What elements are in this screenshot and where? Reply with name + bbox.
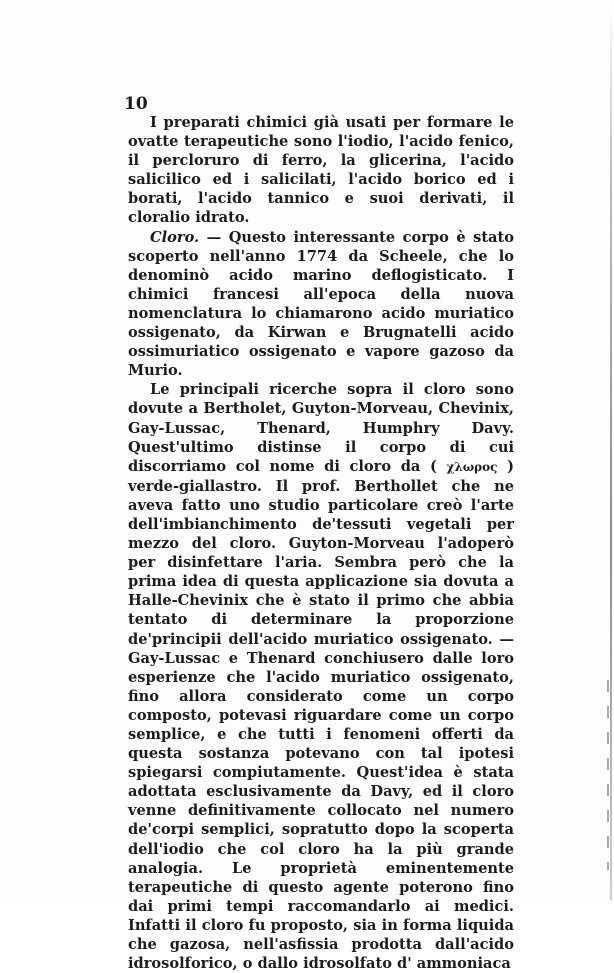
paragraph-cloro-history-text-a: Le principali ricerche sopra il cloro sono dovute a Bertholet, Guyton-Morveau, Chevinix, Gay-Lussac, Thenard, Humphry Davy. Quest'ultimo distinse il corpo di cui discorriamo col nome di cloro da ( xyxy=(128,381,514,475)
paragraph-ovatte: I preparati chimici già usati per formare le ovatte terapeutiche sono l'iodio, l'acido fenico, il percloruro di ferro, la glicerina, l'acido salicilico ed i salicilati, l'acido borico ed i borati, l'acido tannico e suoi derivati, il cloralio idrato. xyxy=(128,114,514,227)
paragraph-cloro-history-text-b: ) verde-giallastro. Il prof. Berthollet che ne aveva fatto uno studio particolare creò l'arte dell'imbianchimento de'tessuti vegetali per mezzo del cloro. Guyton-Morveau l'adoperò per disinfettare l'aria. Sembra però che la prima idea di questa applicazione sia dovuta a Halle-Chevinix che è stato il primo che abbia tentato di determinare la proporzione de'principii dell'acido muriatico ossigenato. — Gay-Lussac e Thenard conchiusero dalle loro esperienze che l'acido muriatico ossigenato, fino allora considerato come un corpo composto, potevasi riguardare come un corpo semplice, e che tutti i fenomeni offerti da questa sostanza potevano con tal ipotesi spiegarsi compiutamente. Quest'idea è stata adottata esclusivamente da Davy, ed il cloro venne definitivamente collocato nel numero de'corpi semplici, sopratutto dopo la scoperta dell'iodio che col cloro ha la più grande analogia. Le proprietà eminentemente terapeutiche di questo agente poterono fino dai primi tempi raccomandarlo ai medici. Infatti il cloro fu proposto, sia in forma liquida che gazosa, nell'asfissia prodotta dall'acido idrosolforico, o dallo idrosolfato d' ammoniaca xyxy=(128,457,514,973)
section-heading-cloro: Cloro. xyxy=(150,228,200,246)
paragraph-cloro-intro xyxy=(128,228,514,381)
page-edge-shadow xyxy=(610,0,612,900)
page-edge-marks xyxy=(607,680,609,870)
paragraph-cloro-intro-text: — Questo interessante corpo è stato scoperto nell'anno 1774 da Scheele, che lo denominò acido marino deflogisticato. I chimici francesi all'epoca della nuova nomenclatura lo chiamarono acido muriatico ossigenato, da Kirwan e Brugnatelli acido ossimuriatico ossigenato e vapore gazoso da Murio. xyxy=(128,228,514,380)
greek-word: χλωρος xyxy=(446,459,498,474)
body-text xyxy=(128,113,514,973)
paragraph-cloro-history xyxy=(128,380,514,973)
page-number: 10 xyxy=(124,94,148,114)
